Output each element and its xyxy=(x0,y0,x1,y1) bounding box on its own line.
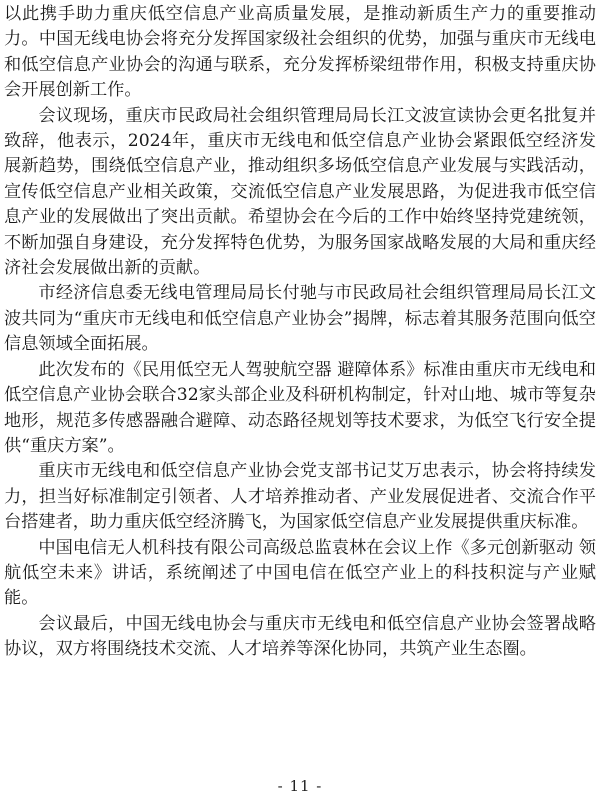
paragraph-party-secretary: 重庆市无线电和低空信息产业协会党支部书记艾万忠表示，协会将持续发力，担当好标准制定引领者、人才培养推动者、产业发展促进者、交流合作平台搭建者，助力重庆低空经济腾飞，为国家低空信息产业发展提供重庆标准。 xyxy=(4,461,596,533)
article-body xyxy=(4,2,596,663)
paragraph-plaque-unveiling: 市经济信息委无线电管理局局长付驰与市民政局社会组织管理局局长江文波共同为“重庆市无线电和低空信息产业协会”揭牌，标志着其服务范围向低空信息领域全面拓展。 xyxy=(4,283,596,355)
paragraph-continuation: 以此携手助力重庆低空信息产业高质量发展，是推动新质生产力的重要推动力。中国无线电协会将充分发挥国家级社会组织的优势，加强与重庆市无线电和低空信息产业协会的沟通与联系，充分发挥桥梁纽带作用，积极支持重庆协会开展创新工作。 xyxy=(4,4,596,101)
page-number: - 11 - xyxy=(277,777,323,795)
paragraph-meeting-speech: 会议现场，重庆市民政局社会组织管理局局长江文波宣读协会更名批复并致辞，他表示，2024年，重庆市无线电和低空信息产业协会紧跟低空经济发展新趋势，围绕低空信息产业，推动组织多场低空信息产业发展与实践活动，宣传低空信息产业相关政策，交流低空信息产业发展思路，为促进我市低空信息产业的发展做出了突出贡献。希望协会在今后的工作中始终坚持党建统领，不断加强自身建设，充分发挥特色优势，为服务国家战略发展的大局和重庆经济社会发展做出新的贡献。 xyxy=(4,105,596,279)
paragraph-standard-release: 此次发布的《民用低空无人驾驶航空器 避障体系》标准由重庆市无线电和低空信息产业协会联合32家头部企业及科研机构制定，针对山地、城市等复杂地形，规范多传感器融合避障、动态路径规划等技术要求，为低空飞行安全提供“重庆方案”。 xyxy=(4,359,596,456)
paragraph-telecom-speech: 中国电信无人机科技有限公司高级总监袁林在会议上作《多元创新驱动 领航低空未来》讲话，系统阐述了中国电信在低空产业上的科技积淀与产业赋能。 xyxy=(4,537,596,609)
paragraph-strategic-agreement: 会议最后，中国无线电协会与重庆市无线电和低空信息产业协会签署战略协议，双方将围绕技术交流、人才培养等深化协同，共筑产业生态圈。 xyxy=(4,613,596,660)
